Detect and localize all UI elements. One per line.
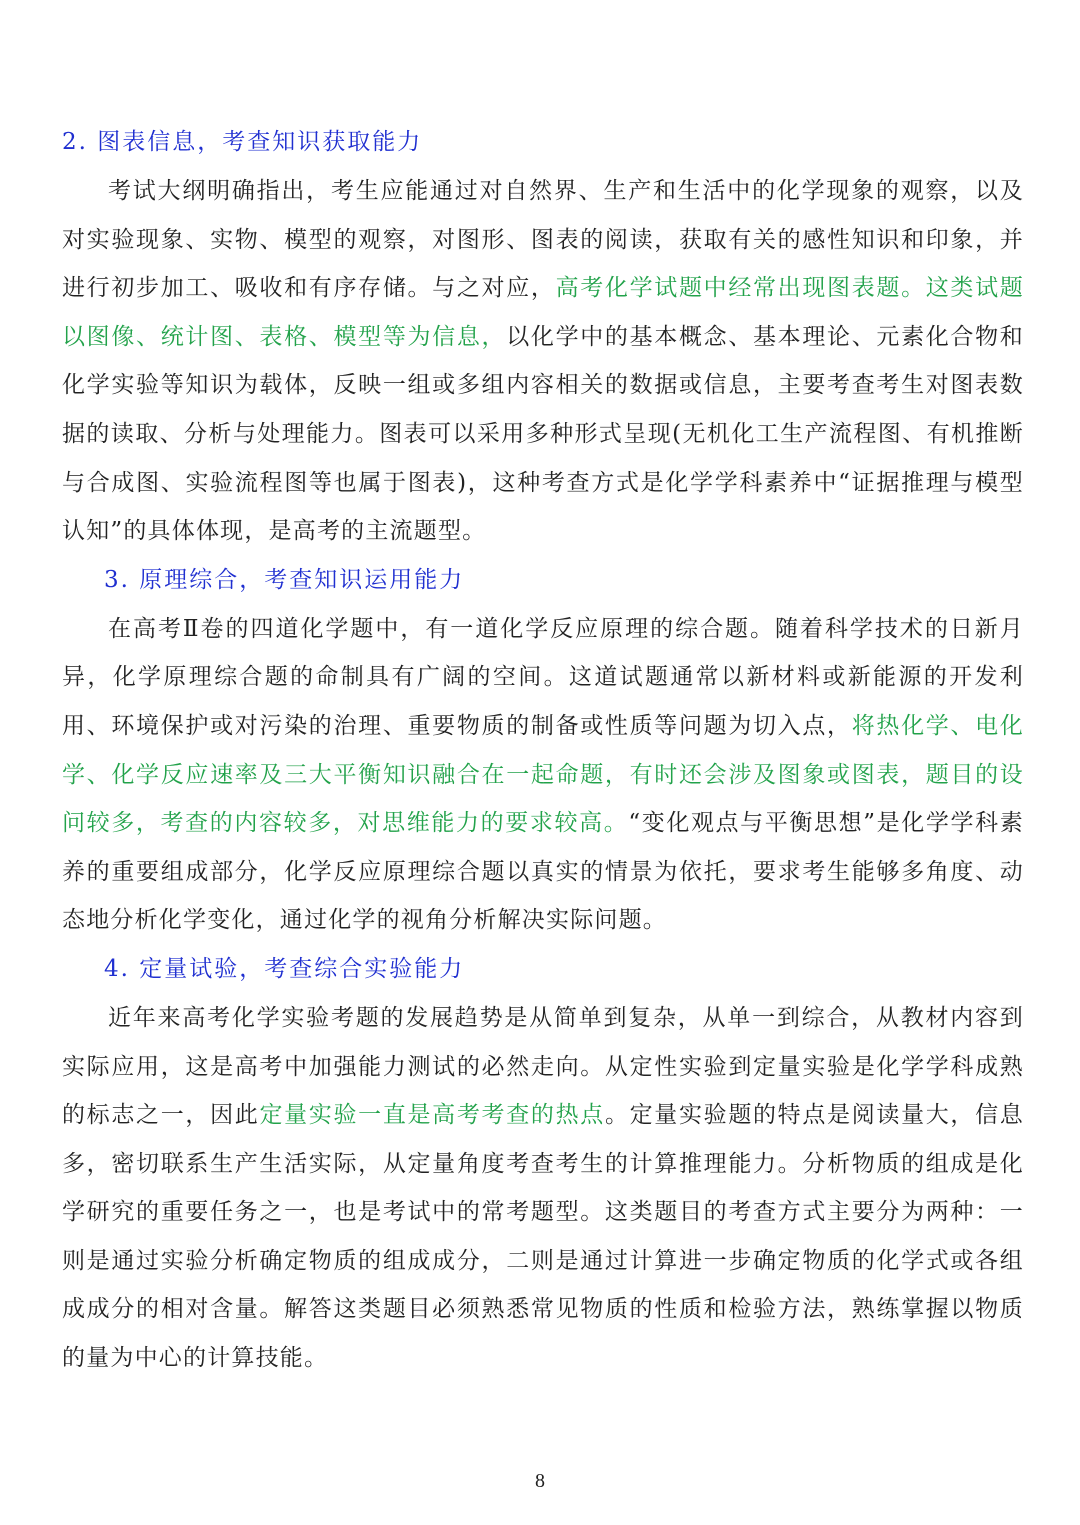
section-heading-quantitative: 4. 定量试验，考查综合实验能力 <box>104 955 465 982</box>
paragraph-text: 以化学中的基本概念、基本理论、元素化合物和化学实验等知识为载体，反映一组或多组内容相关的数据或信息，主要考查考生对图表数据的读取、分析与处理能力。图表可以采用多种形式呈现(无机化工生产流程图、有机推断与合成图、实验流程图等也属于图表)，这种考查方式是化学学科素养中“证据推理与模型认知”的具体体现，是高考的主流题型。 <box>62 323 1024 545</box>
page-number: 8 <box>535 1470 545 1492</box>
highlighted-text: 定量实验一直是高考考查的热点 <box>259 1102 605 1129</box>
paragraph-text: 在高考Ⅱ卷的四道化学题中，有一道化学反应原理的综合题。随着科学技术的日新月异，化学原理综合题的命制具有广阔的空间。这道试题通常以新材料或新能源的开发利用、环境保护或对污染的治理、重要物质的制备或性质等问题为切入点， <box>62 615 1024 739</box>
paragraph-text: 。定量实验题的特点是阅读量大，信息多，密切联系生产生活实际，从定量角度考查考生的计算推理能力。分析物质的组成是化学研究的重要任务之一，也是考试中的常考题型。这类题目的考查方式主要分为两种：一则是通过实验分析确定物质的组成成分，二则是通过计算进一步确定物质的化学式或各组成成分的相对含量。解答这类题目必须熟悉常见物质的性质和检验方法，熟练掌握以物质的量为中心的计算技能。 <box>62 1102 1024 1372</box>
document-page <box>62 118 1024 1383</box>
highlighted-text: 高考化学试题中经常出现图表题。这类试题以图像、统计图、表格、模型等为信息， <box>62 275 1024 350</box>
paragraph-text: 近年来高考化学实验考题的发展趋势是从简单到复杂，从单一到综合，从教材内容到实际应用，这是高考中加强能力测试的必然走向。从定性实验到定量实验是化学学科成熟的标志之一，因此 <box>62 1004 1024 1129</box>
section-heading-charts: 2. 图表信息，考查知识获取能力 <box>62 129 423 155</box>
paragraph-text: “变化观点与平衡思想”是化学学科素养的重要组成部分，化学反应原理综合题以真实的情景为依托，要求考生能够多角度、动态地分析化学变化，通过化学的视角分析解决实际问题。 <box>62 810 1024 934</box>
section-paragraph-principles <box>62 605 1024 945</box>
section-paragraph-charts <box>62 167 1024 556</box>
section-paragraph-quantitative <box>62 994 1024 1383</box>
highlighted-text: 将热化学、电化学、化学反应速率及三大平衡知识融合在一起命题，有时还会涉及图象或图表，题目的设问较多，考查的内容较多，对思维能力的要求较高。 <box>62 712 1024 837</box>
paragraph-text: 考试大纲明确指出，考生应能通过对自然界、生产和生活中的化学现象的观察，以及对实验现象、实物、模型的观察，对图形、图表的阅读，获取有关的感性知识和印象，并进行初步加工、吸收和有序存储。与之对应， <box>62 178 1024 302</box>
section-heading-principles: 3. 原理综合，考查知识运用能力 <box>104 566 465 593</box>
